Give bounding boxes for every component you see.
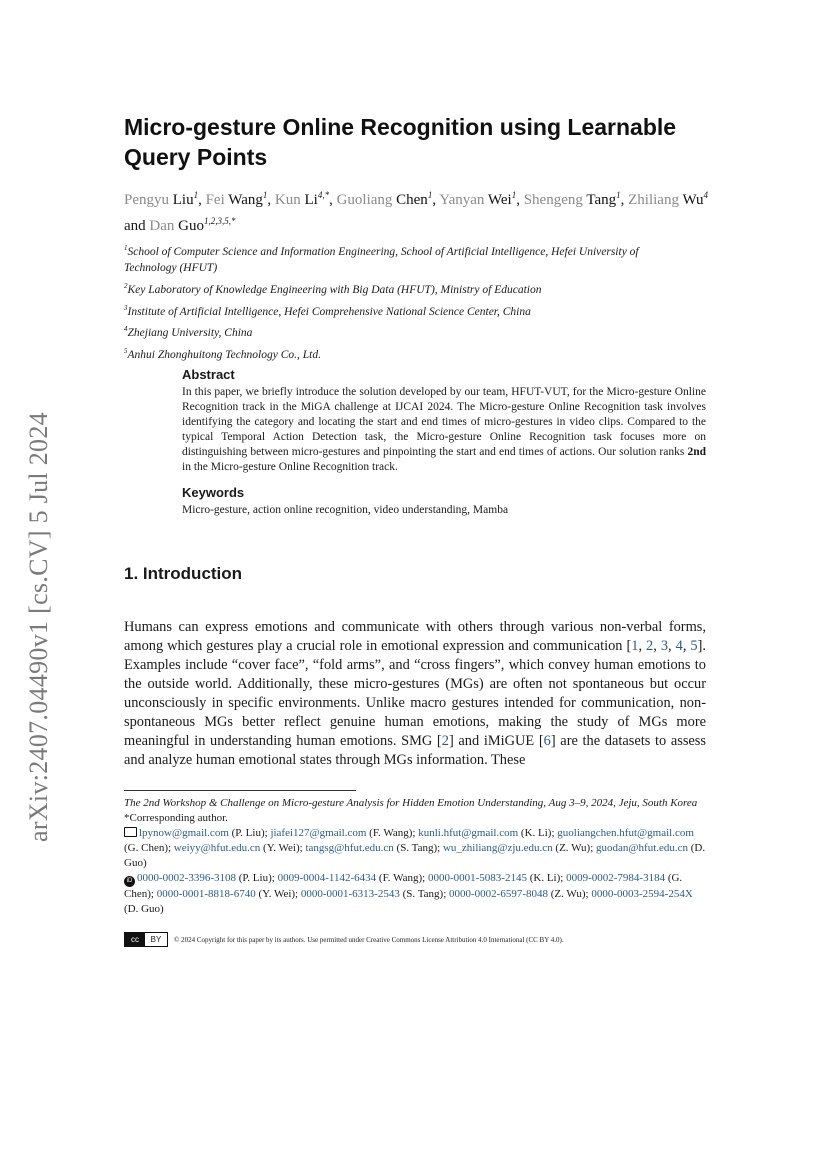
affiliation: $^4$Zhejiang University, China [124, 325, 253, 340]
affiliation: $^3$Institute of Artificial Intelligence, Hefei Comprehensive National Science Center, China [124, 303, 531, 318]
orcid-link[interactable]: 0009-0004-1142-6434 [277, 872, 377, 884]
email-link[interactable]: jiafei127@gmail.com [270, 827, 367, 839]
license-row [124, 932, 564, 947]
email-link[interactable]: guodan@hfut.edu.cn [596, 842, 689, 854]
keywords-heading: Keywords [182, 485, 245, 500]
paper-title: Micro-gesture Online Recognition using Learnable Query Points [124, 114, 677, 170]
footnotes [124, 796, 706, 917]
orcid-link[interactable]: 0000-0003-2594-254X [591, 888, 693, 900]
orcid-list: iD 0000-0002-3396-3108 (P. Liu); 0009-0004-1142-6434 (F. Wang); 0000-0001-5083-2145 (K. Li); 0009-0002-7984-3184 (G. Chen); 0000-0001-8818-6740 (Y. Wei); 0000-0001-6313-2543 (S. Tang); 0000-0002-6597-8048 (Z. Wu); 0000-0003-2594-254X (D. Guo) [124, 872, 693, 915]
introduction-paragraph: Humans can express emotions and communicate with others through various non-verbal forms, among which gestures play a crucial role in emotional expression and communication [1, 2, 3, 4, 5]. Examples include “cover face”, “fold arms”, and “cross fingers”, which convey human emotions to the outside world. Additionally, these micro-gestures (MGs) are often not spontaneous but occur unconsciously in specific environments. Unlike macro gestures intended for communication, non-spontaneous MGs better reflect genuine human emotions, making the study of MGs more meaningful in understanding human emotions. SMG [2] and iMiGUE [6] are the datasets to assess and analyze human emotional states through MGs information. These [124, 619, 707, 768]
citation-link[interactable]: 3 [660, 638, 669, 654]
affiliation: $^1$School of Computer Science and Information Engineering, School of Artificial Intelligence, Hefei University of Technology (HFUT) [124, 244, 639, 274]
orcid-link[interactable]: 0000-0001-5083-2145 [427, 872, 527, 884]
introduction-heading: 1. Introduction [124, 564, 243, 583]
citation-link[interactable]: 4 [675, 638, 683, 654]
orcid-link[interactable]: 0000-0002-3396-3108 [137, 872, 236, 884]
email-list: lpynow@gmail.com (P. Liu); jiafei127@gmail.com (F. Wang); kunli.hfut@gmail.com (K. Li); guoliangchen.hfut@gmail.com (G. Chen); weiyy@hfut.edu.cn (Y. Wei); tangsg@hfut.edu.cn (S. Tang); wu_zhiliang@zju.edu.cn (Z. Wu); guodan@hfut.edu.cn (D. Guo) [124, 827, 706, 869]
orcid-link[interactable]: 0000-0001-8818-6740 [156, 888, 256, 900]
author-name: Guoliang Chen$^1$ [336, 190, 433, 208]
author-name: Pengyu Liu$^1$ [124, 190, 199, 208]
keywords-text: Micro-gesture, action online recognition, video understanding, Mamba [182, 504, 509, 516]
email-link[interactable]: tangsg@hfut.edu.cn [305, 842, 394, 854]
envelope-icon [124, 827, 137, 837]
abstract-text: In this paper, we briefly introduce the solution developed by our team, HFUT-VUT, for the Micro-gesture Online Recognition track in the MiGA challenge at IJCAI 2024. The Micro-gesture Online Recognition task involves identifying the category and locating the start and end times of micro-gestures in video clips. Compared to the typical Temporal Action Detection task, the Micro-gesture Online Recognition task focuses more on distinguishing between micro-gestures and pinpointing the start and end times of actions. Our solution ranks 2nd in the Micro-gesture Online Recognition track. [182, 386, 706, 473]
keywords-section [182, 485, 706, 518]
author-name: Shengeng Tang$^1$ [523, 190, 621, 208]
author-name: Zhiliang Wu$^4$ [628, 190, 708, 208]
workshop-note: The 2nd Workshop & Challenge on Micro-gesture Analysis for Hidden Emotion Understanding, Aug 3–9, 2024, Jeju, South Korea [124, 797, 698, 809]
citation-link[interactable]: 5 [690, 638, 698, 654]
orcid-link[interactable]: 0000-0001-6313-2543 [300, 888, 400, 900]
email-link[interactable]: wu_zhiliang@zju.edu.cn [442, 842, 553, 854]
author-name: Kun $Li^{4,*}$ [274, 190, 330, 208]
corresponding-author-note: *Corresponding author. [124, 812, 228, 824]
email-link[interactable]: lpynow@gmail.com [139, 827, 229, 839]
email-link[interactable]: kunli.hfut@gmail.com [418, 827, 519, 839]
author-name: Fei Wang$^1$ [205, 190, 268, 208]
arxiv-identifier: arXiv:2407.04490v1 [cs.CV] 5 Jul 2024 [24, 412, 53, 842]
affiliation-list [124, 240, 684, 365]
author-list: Pengyu Liu$^1$, Fei Wang$^1$, Kun $Li^{4,*}$, Guoliang Chen$^1$, Yanyan Wei$^1$, Shengeng Tang$^1$, Zhiliang Wu$^4$ and Dan Guo$^{1,2,3,5,*}$ [124, 190, 708, 234]
cc-by-icon: cc BY [124, 932, 168, 947]
citation-link[interactable]: 2 [646, 638, 654, 654]
orcid-link[interactable]: 0009-0002-7984-3184 [566, 872, 666, 884]
footnote-divider [124, 790, 356, 791]
email-link[interactable]: guoliangchen.hfut@gmail.com [557, 827, 694, 839]
author-name: Yanyan Wei$^1$ [439, 190, 517, 208]
affiliation: $^2$Key Laboratory of Knowledge Engineering with Big Data (HFUT), Ministry of Education [124, 281, 542, 296]
affiliation: $^5$Anhui Zhonghuitong Technology Co., Ltd. [124, 347, 321, 362]
license-text: © 2024 Copyright for this paper by its authors. Use permitted under Creative Commons License Attribution 4.0 International (CC BY 4.0). [174, 935, 564, 944]
citation-link[interactable]: 1 [631, 638, 639, 654]
citation-link[interactable]: 2 [441, 733, 449, 749]
orcid-link[interactable]: 0000-0002-6597-8048 [449, 888, 548, 900]
email-link[interactable]: weiyy@hfut.edu.cn [173, 842, 261, 854]
abstract-section [182, 367, 706, 475]
abstract-heading: Abstract [182, 367, 235, 382]
orcid-icon: iD [124, 876, 135, 887]
citation-link[interactable]: 6 [543, 733, 551, 749]
author-name: Dan Guo$^{1,2,3,5,*}$ [149, 216, 236, 234]
